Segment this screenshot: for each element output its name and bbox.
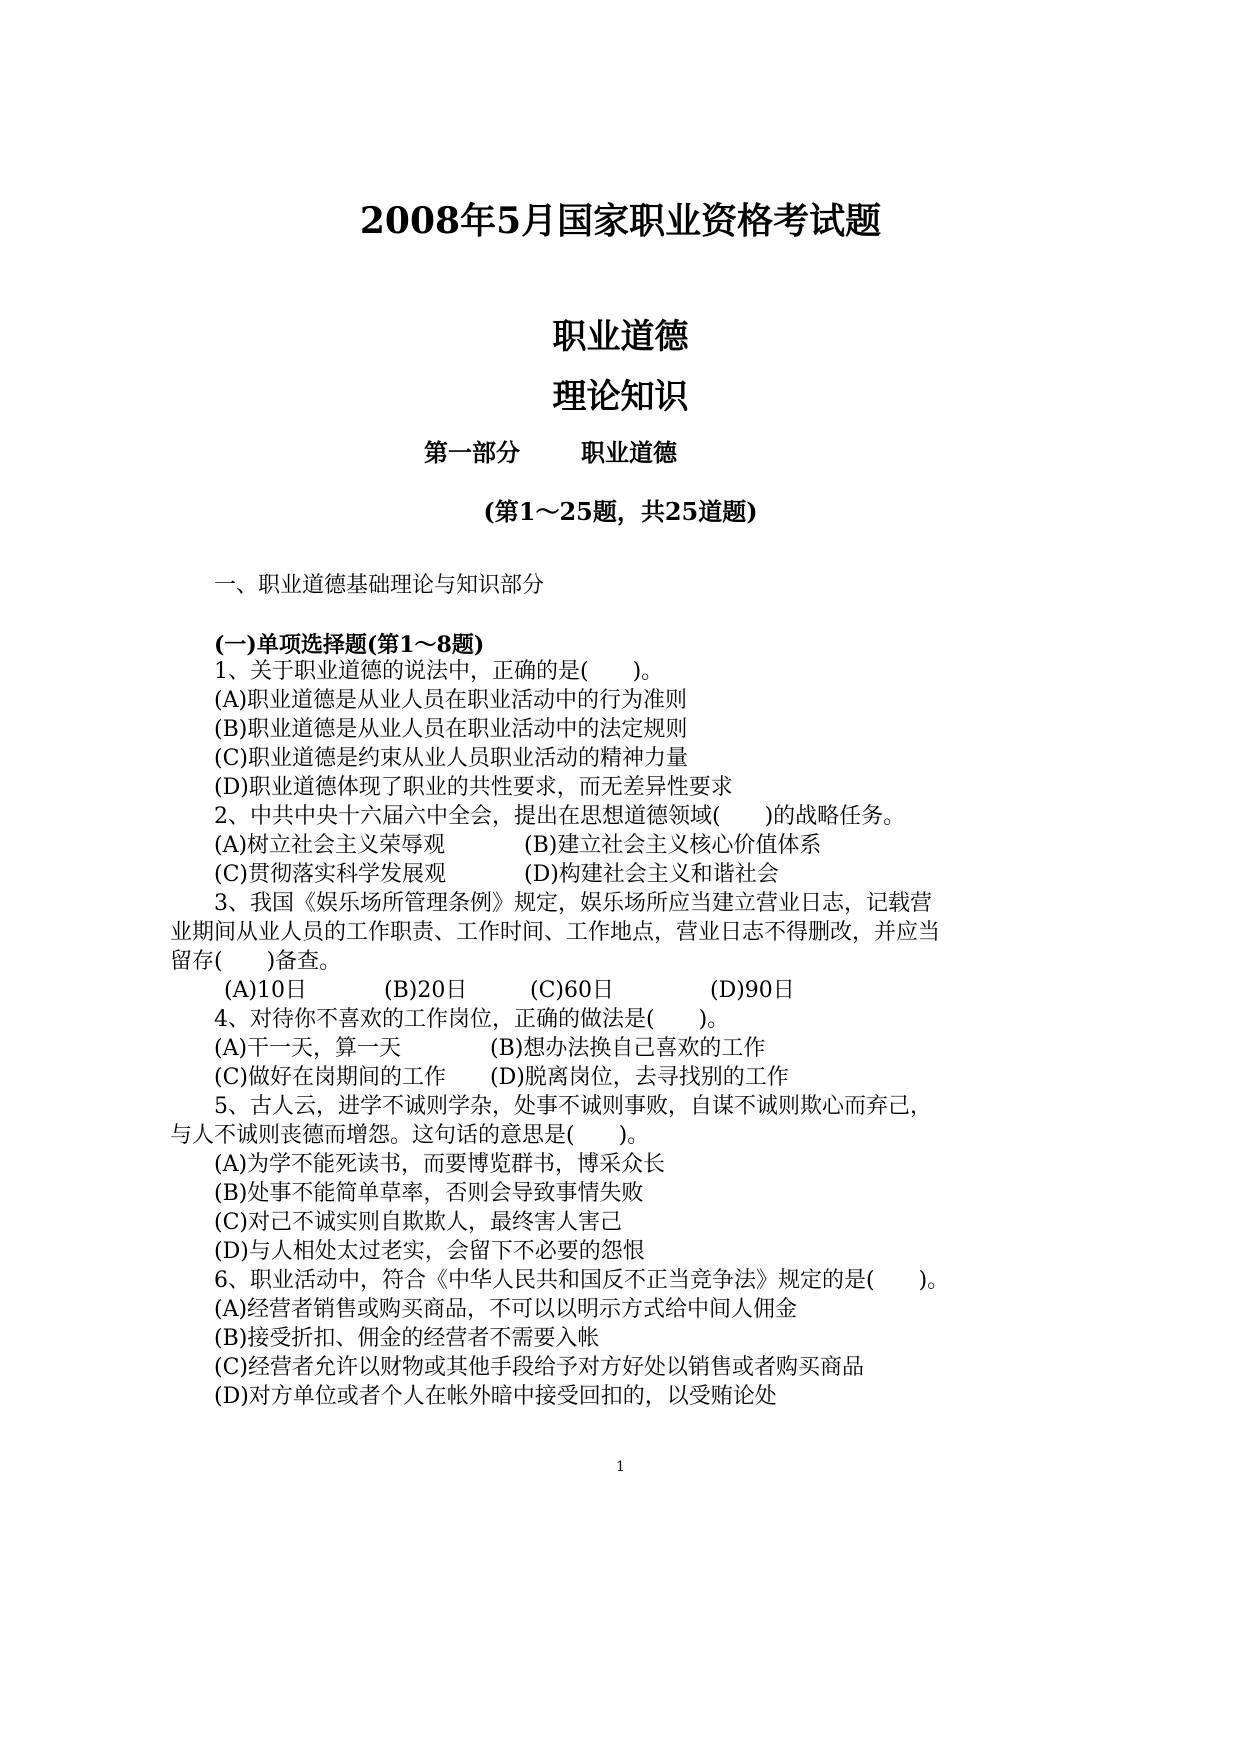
question-range: (第1～25题，共25道题) xyxy=(483,497,758,526)
question-1-option-b: (B)职业道德是从业人员在职业活动中的法定规则 xyxy=(214,717,688,742)
question-3-option-a: (A)10日 xyxy=(224,978,308,1003)
question-2-option-d: (D)构建社会主义和谐社会 xyxy=(524,862,779,887)
question-6-option-c: (C)经营者允许以财物或其他手段给予对方好处以销售或者购买商品 xyxy=(214,1355,865,1380)
subject-heading: 职业道德 xyxy=(552,317,689,357)
question-6-option-d: (D)对方单位或者个人在帐外暗中接受回扣的，以受贿论处 xyxy=(214,1384,777,1409)
question-4-option-c: (C)做好在岗期间的工作 xyxy=(214,1065,446,1090)
question-5-stem-line2: 与人不诚则丧德而增怨。这句话的意思是( )。 xyxy=(170,1123,650,1148)
question-6-option-a: (A)经营者销售或购买商品，不可以以明示方式给中间人佣金 xyxy=(214,1297,798,1322)
subsection-heading: (一)单项选择题(第1～8题) xyxy=(214,632,485,658)
question-5-option-d: (D)与人相处太过老实，会留下不必要的怨恨 xyxy=(214,1239,645,1264)
question-3-stem-line1: 3、我国《娱乐场所管理条例》规定，娱乐场所应当建立营业日志，记载营 xyxy=(214,891,932,916)
section-heading: 一、职业道德基础理论与知识部分 xyxy=(214,573,545,598)
subtitle-heading: 理论知识 xyxy=(552,377,689,417)
question-3-option-c: (C)60日 xyxy=(530,978,614,1003)
question-4-option-b: (B)想办法换自己喜欢的工作 xyxy=(490,1036,766,1061)
question-1-stem: 1、关于职业道德的说法中，正确的是( )。 xyxy=(214,659,664,684)
question-1-option-a: (A)职业道德是从业人员在职业活动中的行为准则 xyxy=(214,688,688,713)
question-3-stem-line2: 业期间从业人员的工作职责、工作时间、工作地点，营业日志不得删改，并应当 xyxy=(170,920,941,945)
question-6-stem: 6、职业活动中，符合《中华人民共和国反不正当竞争法》规定的是( )。 xyxy=(214,1268,950,1293)
question-3-option-d: (D)90日 xyxy=(710,978,795,1003)
question-3-option-b: (B)20日 xyxy=(384,978,468,1003)
question-2-option-a: (A)树立社会主义荣辱观 xyxy=(214,833,446,858)
question-1-option-c: (C)职业道德是约束从业人员职业活动的精神力量 xyxy=(214,746,689,771)
question-3-stem-line3: 留存( )备查。 xyxy=(170,949,342,974)
question-4-option-d: (D)脱离岗位，去寻找别的工作 xyxy=(490,1065,789,1090)
question-4-stem: 4、对待你不喜欢的工作岗位，正确的做法是( )。 xyxy=(214,1007,730,1032)
page-number: 1 xyxy=(616,1459,625,1475)
question-2-option-c: (C)贯彻落实科学发展观 xyxy=(214,862,446,887)
question-6-option-b: (B)接受折扣、佣金的经营者不需要入帐 xyxy=(214,1326,600,1351)
question-5-option-c: (C)对己不诚实则自欺欺人，最终害人害己 xyxy=(214,1210,623,1235)
part-label: 第一部分 xyxy=(424,438,520,467)
question-2-stem: 2、中共中央十六届六中全会，提出在思想道德领域( )的战略任务。 xyxy=(214,804,906,829)
part-name: 职业道德 xyxy=(581,438,677,467)
question-4-option-a: (A)干一天，算一天 xyxy=(214,1036,402,1061)
document-title: 2008年5月国家职业资格考试题 xyxy=(359,200,882,242)
question-1-option-d: (D)职业道德体现了职业的共性要求，而无差异性要求 xyxy=(214,775,733,800)
question-5-option-b: (B)处事不能简单草率，否则会导致事情失败 xyxy=(214,1181,644,1206)
question-5-option-a: (A)为学不能死读书，而要博览群书，博采众长 xyxy=(214,1152,666,1177)
question-2-option-b: (B)建立社会主义核心价值体系 xyxy=(524,833,822,858)
question-5-stem-line1: 5、古人云，进学不诚则学杂，处事不诚则事败，自谋不诚则欺心而弃己， xyxy=(214,1094,932,1119)
